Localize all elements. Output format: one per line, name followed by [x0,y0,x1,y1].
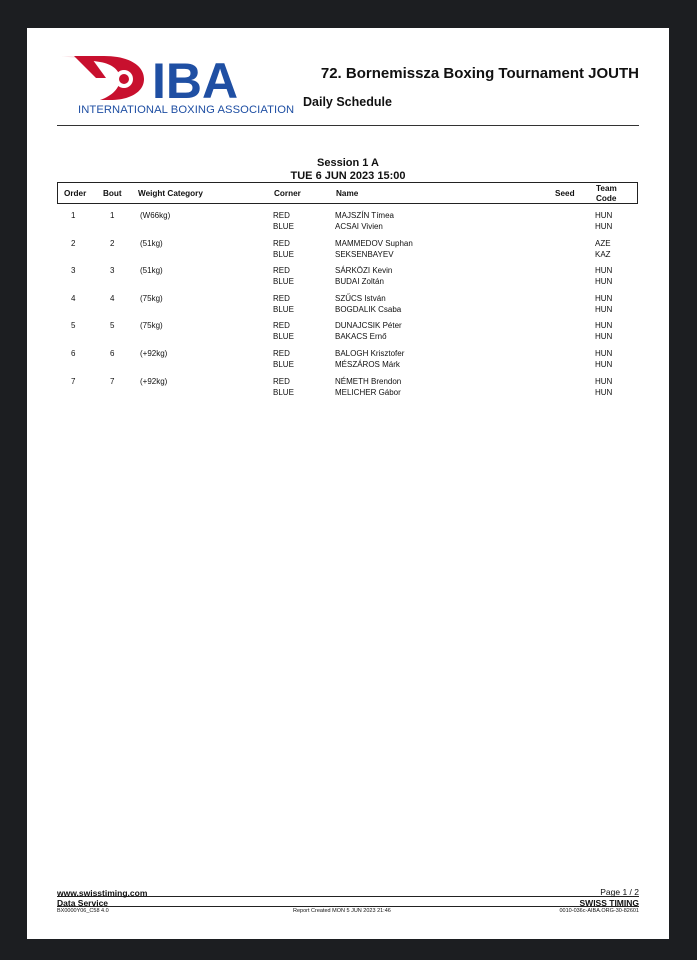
blue-team-code: HUN [595,387,613,397]
logo-letters: IBA [152,53,239,106]
blue-team-code: HUN [595,332,613,342]
bout-row [57,239,638,263]
red-corner-cell: RED [273,211,290,220]
bout-cell: 7 [110,376,115,386]
weight-category-cell: (+92kg) [140,376,168,386]
red-boxer-name: SÁRKÖZI Kevin [335,266,393,276]
bout-cell: 2 [110,238,115,248]
schedule-page [27,28,669,939]
footer-swiss-timing: SWISS TIMING [579,898,639,908]
weight-category-cell: (51kg) [140,266,163,276]
header-divider [57,125,639,126]
order-cell: 2 [71,238,76,248]
blue-team-code: HUN [595,277,613,287]
order-cell: 3 [71,266,76,276]
blue-boxer-name: BUDAI Zoltán [335,277,384,287]
bout-row [57,321,638,345]
bout-row [57,377,638,401]
red-boxer-name: DUNAJCSIK Péter [335,321,402,331]
bout-row [57,211,638,235]
blue-corner-cell: BLUE [273,360,294,369]
blue-corner-cell: BLUE [273,304,294,314]
table-header [57,182,638,204]
red-corner-cell: RED [273,349,290,358]
order-cell: 6 [71,349,76,358]
red-boxer-name: BALOGH Krisztofer [335,349,405,358]
blue-corner-cell: BLUE [273,332,294,342]
bout-cell: 6 [110,349,115,358]
logo-text: INTERNATIONAL BOXING ASSOCIATION [78,104,295,116]
session-title: Session 1 A [317,157,379,169]
red-boxer-name: MAJSZÍN Tímea [335,211,394,220]
blue-boxer-name: ACSAI Vivien [335,222,383,231]
blue-boxer-name: MELICHER Gábor [335,387,401,397]
red-team-code: HUN [595,321,613,331]
order-cell: 4 [71,293,76,303]
header-order: Order [64,189,87,198]
red-corner-cell: RED [273,376,290,386]
weight-category-cell: (51kg) [140,238,163,248]
blue-boxer-name: MÉSZÁROS Márk [335,360,400,369]
red-boxer-name: SZŰCS István [335,293,386,303]
bout-cell: 1 [110,211,115,220]
bout-cell: 4 [110,293,115,303]
red-corner-cell: RED [273,293,290,303]
blue-corner-cell: BLUE [273,277,294,287]
bout-cell: 3 [110,266,115,276]
daily-schedule-heading: Daily Schedule [303,95,392,109]
order-cell: 5 [71,321,76,331]
blue-boxer-name: BOGDALIK Csaba [335,304,402,314]
header-seed: Seed [555,189,575,198]
blue-team-code: HUN [595,360,613,369]
bout-row [57,294,638,318]
footer-ref-code: 0010-036c-AIBA.ORG-30-82601 [559,908,639,914]
blue-team-code: HUN [595,304,613,314]
weight-category-cell: (W66kg) [140,211,171,220]
order-cell: 1 [71,211,76,220]
footer-data-service: Data Service [57,898,109,908]
weight-category-cell: (75kg) [140,293,163,303]
order-cell: 7 [71,376,76,386]
footer-report-created: Report Created MON 5 JUN 2023 21:46 [293,908,391,914]
weight-category-cell: (+92kg) [140,349,168,358]
bout-cell: 5 [110,321,115,331]
footer-website: www.swisstiming.com [57,888,148,898]
session-date: TUE 6 JUN 2023 15:00 [290,170,406,182]
red-team-code: HUN [595,349,613,358]
iba-logo [60,50,295,120]
red-team-code: AZE [595,238,611,248]
red-corner-cell: RED [273,266,290,276]
red-corner-cell: RED [273,238,290,248]
red-team-code: HUN [595,293,613,303]
header-code: Code [596,194,617,203]
blue-boxer-name: BAKACS Ernő [335,332,387,342]
tournament-title: 72. Bornemissza Boxing Tournament JOUTH [320,65,639,82]
blue-team-code: HUN [595,222,613,231]
header-team: Team [596,184,617,193]
blue-corner-cell: BLUE [273,222,294,231]
weight-category-cell: (75kg) [140,321,163,331]
blue-corner-cell: BLUE [273,387,294,397]
bout-row [57,266,638,290]
bout-row [57,349,638,373]
header-weight: Weight Category [138,189,203,198]
header-bout: Bout [103,189,122,198]
blue-team-code: KAZ [595,249,611,259]
header-corner: Corner [274,189,301,198]
footer-divider [57,906,639,907]
header-name: Name [336,189,359,198]
red-boxer-name: NÉMETH Brendon [335,376,402,386]
red-team-code: HUN [595,376,613,386]
blue-corner-cell: BLUE [273,249,294,259]
footer-page-number: Page 1 / 2 [600,887,639,897]
red-corner-cell: RED [273,321,290,331]
blue-boxer-name: SEKSENBAYEV [335,249,394,259]
red-boxer-name: MAMMEDOV Suphan [335,238,413,248]
iba-logo-mark [60,50,275,106]
footer-doc-code: BX0000Y06_C58 4.0 [57,908,109,914]
red-team-code: HUN [595,211,613,220]
red-team-code: HUN [595,266,613,276]
